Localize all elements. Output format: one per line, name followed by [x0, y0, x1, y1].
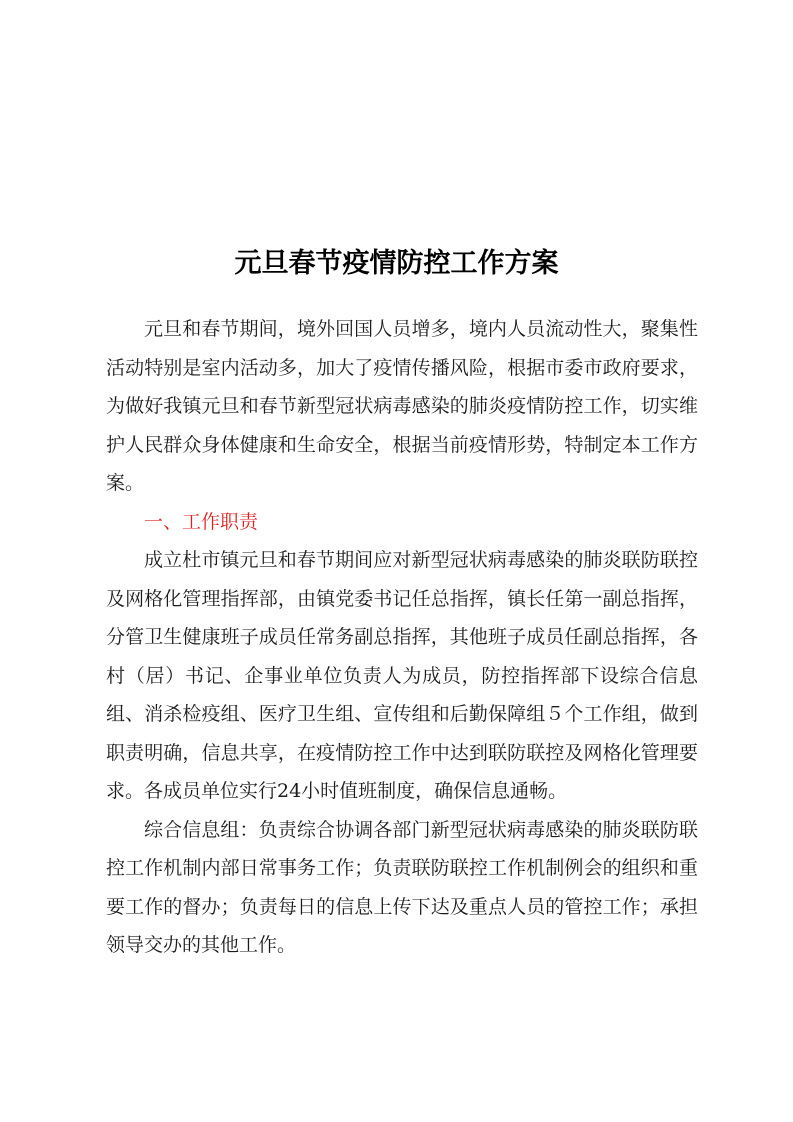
document-body [106, 310, 698, 965]
info-group-paragraph: 综合信息组：负责综合协调各部门新型冠状病毒感染的肺炎联防联控工作机制内部日常事务工作；负责联防联控工作机制例会的组织和重要工作的督办；负责每日的信息上传下达及重点人员的管控工作；承担领导交办的其他工作。 [106, 818, 698, 956]
document-title: 元旦春节疫情防控工作方案 [234, 248, 559, 279]
duties-paragraph: 成立杜市镇元旦和春节期间应对新型冠状病毒感染的肺炎联防联控及网格化管理指挥部，由镇党委书记任总指挥，镇长任第一副总指挥，分管卫生健康班子成员任常务副总指挥，其他班子成员任副总指挥，各村（居）书记、企事业单位负责人为成员，防控指挥部下设综合信息组、消杀检疫组、医疗卫生组、宣传组和后勤保障组５个工作组，做到职责明确，信息共享，在疫情防控工作中达到联防联控及网格化管理要求。各成员单位实行24小时值班制度，确保信息通畅。 [106, 549, 698, 802]
intro-paragraph: 元旦和春节期间，境外回国人员增多，境内人员流动性大，聚集性活动特别是室内活动多，加大了疫情传播风险，根据市委市政府要求，为做好我镇元旦和春节新型冠状病毒感染的肺炎疫情防控工作，切实维护人民群众身体健康和生命安全，根据当前疫情形势，特制定本工作方案。 [106, 318, 698, 494]
section-heading-work-duties: 一、工作职责 [144, 510, 259, 533]
